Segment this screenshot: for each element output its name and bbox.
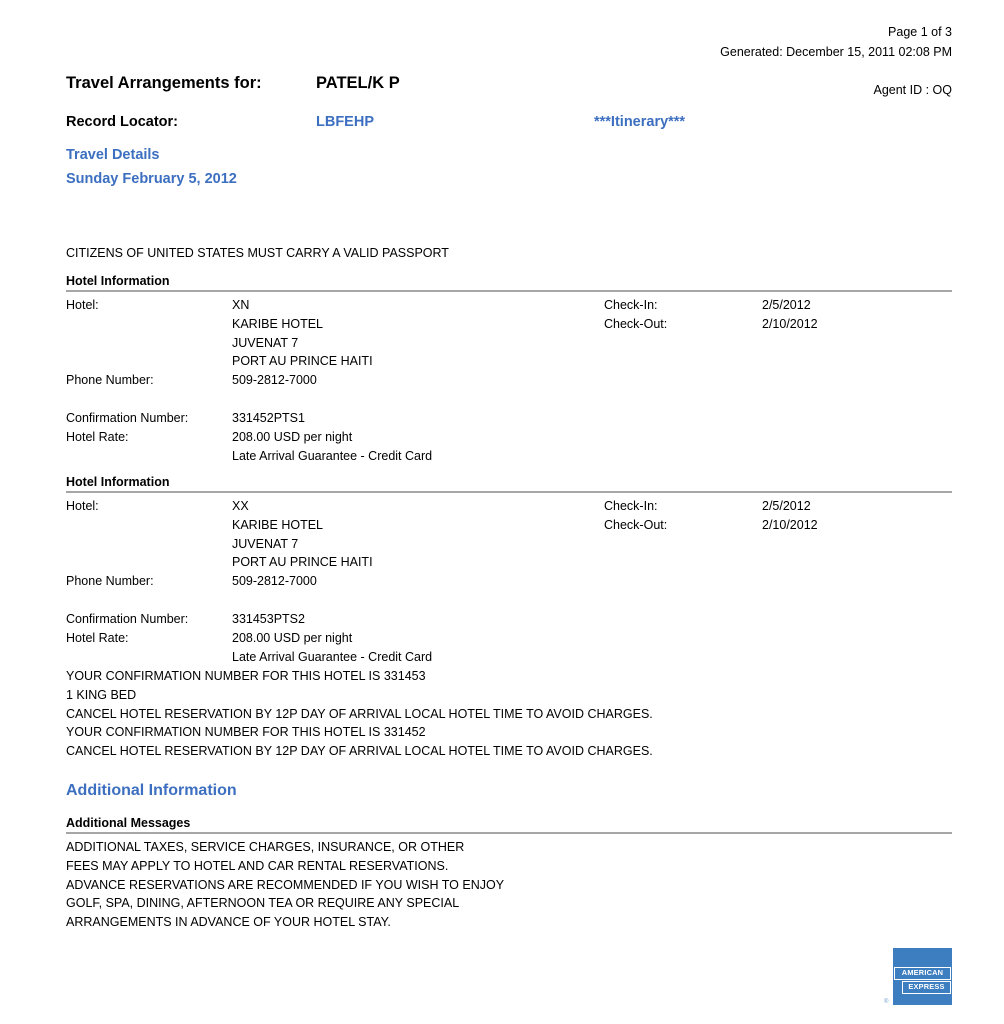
agent-id: Agent ID : OQ	[873, 83, 952, 97]
confirmation-value: 331452PTS1	[232, 410, 305, 425]
additional-messages-title: Additional Messages	[66, 816, 191, 830]
section-divider	[66, 290, 952, 292]
checkout-label: Check-Out:	[604, 316, 668, 331]
hotel-section-1-title: Hotel Information	[66, 274, 170, 288]
table-row	[66, 371, 952, 390]
table-row	[66, 334, 952, 353]
table-row	[66, 352, 952, 371]
table-row	[66, 497, 952, 516]
hotel-section-2	[66, 475, 952, 666]
travel-arrangements-row	[66, 74, 400, 93]
phone-value: 509-2812-7000	[232, 373, 317, 388]
list-item: ADDITIONAL TAXES, SERVICE CHARGES, INSURANCE, OR OTHER	[66, 840, 465, 854]
confirmation-value: 331453PTS2	[232, 611, 305, 626]
american-express-logo	[893, 948, 952, 1005]
empty-label	[66, 516, 232, 535]
checkin-label: Check-In:	[604, 298, 658, 312]
rate-label: Hotel Rate:	[66, 630, 129, 645]
hotel-section-2-title: Hotel Information	[66, 475, 170, 489]
checkout-value: 2/10/2012	[762, 517, 818, 532]
table-row	[66, 648, 952, 667]
travel-arrangements-label: Travel Arrangements for:	[66, 74, 262, 92]
section-divider	[66, 491, 952, 493]
hotel-address: JUVENAT 7	[232, 536, 299, 551]
table-row	[66, 535, 952, 554]
additional-messages-section	[66, 816, 952, 932]
empty-label	[66, 334, 232, 353]
itinerary-marker: ***Itinerary***	[594, 114, 686, 130]
empty-label	[66, 648, 232, 667]
table-row	[66, 516, 952, 535]
page-number: Page 1 of 3	[888, 25, 952, 39]
hotel-label: Hotel:	[66, 499, 99, 513]
hotel-name: KARIBE HOTEL	[232, 316, 323, 331]
table-row	[66, 447, 952, 466]
guarantee-text: Late Arrival Guarantee - Credit Card	[232, 448, 433, 463]
hotel-note-line: CANCEL HOTEL RESERVATION BY 12P DAY OF ARRIVAL LOCAL HOTEL TIME TO AVOID CHARGES.	[66, 706, 653, 721]
empty-label	[66, 352, 232, 371]
hotel-notes	[66, 667, 653, 761]
table-row	[66, 572, 952, 591]
rate-value: 208.00 USD per night	[232, 429, 353, 444]
list-item: GOLF, SPA, DINING, AFTERNOON TEA OR REQUIRE ANY SPECIAL	[66, 896, 460, 911]
hotel-note-line: YOUR CONFIRMATION NUMBER FOR THIS HOTEL IS 331453	[66, 669, 426, 683]
hotel-section-1	[66, 274, 952, 465]
record-locator-label: Record Locator:	[66, 114, 178, 130]
table-row	[66, 315, 952, 334]
travel-details-heading: Travel Details	[66, 147, 160, 163]
table-row	[66, 629, 952, 648]
table-row	[66, 409, 952, 428]
checkin-value: 2/5/2012	[762, 499, 811, 513]
empty-label	[66, 553, 232, 572]
hotel-address: JUVENAT 7	[232, 335, 299, 350]
confirmation-label: Confirmation Number:	[66, 611, 189, 626]
phone-label: Phone Number:	[66, 373, 154, 388]
guarantee-text: Late Arrival Guarantee - Credit Card	[232, 649, 433, 664]
hotel-city: PORT AU PRINCE HAITI	[232, 354, 373, 369]
empty-label	[66, 315, 232, 334]
hotel-2-rows	[66, 497, 952, 666]
additional-messages-list	[66, 838, 952, 932]
passport-notice: CITIZENS OF UNITED STATES MUST CARRY A VALID PASSPORT	[66, 246, 449, 260]
amex-logo-line-2: EXPRESS	[902, 981, 951, 994]
checkout-value: 2/10/2012	[762, 316, 818, 331]
travel-date: Sunday February 5, 2012	[66, 171, 237, 187]
table-row	[66, 610, 952, 629]
document-meta	[720, 22, 952, 100]
checkin-value: 2/5/2012	[762, 298, 811, 312]
checkin-label: Check-In:	[604, 499, 658, 513]
list-item: FEES MAY APPLY TO HOTEL AND CAR RENTAL RESERVATIONS.	[66, 858, 449, 873]
list-item: ARRANGEMENTS IN ADVANCE OF YOUR HOTEL STAY.	[66, 915, 391, 930]
amex-logo-line-1: AMERICAN	[894, 967, 951, 980]
hotel-label: Hotel:	[66, 298, 99, 312]
additional-information-heading: Additional Information	[66, 782, 237, 799]
hotel-name: KARIBE HOTEL	[232, 517, 323, 532]
hotel-code: XX	[232, 499, 249, 513]
table-row	[66, 296, 952, 315]
hotel-city: PORT AU PRINCE HAITI	[232, 555, 373, 570]
section-divider	[66, 832, 952, 834]
hotel-1-rows	[66, 296, 952, 465]
hotel-note-line: CANCEL HOTEL RESERVATION BY 12P DAY OF ARRIVAL LOCAL HOTEL TIME TO AVOID CHARGES.	[66, 744, 653, 759]
row-spacer	[66, 591, 952, 610]
empty-label	[66, 535, 232, 554]
registered-trademark-icon: ®	[884, 999, 889, 1005]
phone-value: 509-2812-7000	[232, 574, 317, 589]
hotel-note-line: 1 KING BED	[66, 687, 137, 702]
checkout-label: Check-Out:	[604, 517, 668, 532]
phone-label: Phone Number:	[66, 574, 154, 589]
confirmation-label: Confirmation Number:	[66, 410, 189, 425]
traveler-name: PATEL/K P	[316, 74, 400, 92]
record-locator-value: LBFEHP	[316, 114, 374, 130]
rate-value: 208.00 USD per night	[232, 630, 353, 645]
empty-label	[66, 447, 232, 466]
hotel-code: XN	[232, 298, 250, 312]
table-row	[66, 553, 952, 572]
row-spacer	[66, 390, 952, 409]
table-row	[66, 428, 952, 447]
rate-label: Hotel Rate:	[66, 429, 129, 444]
hotel-note-line: YOUR CONFIRMATION NUMBER FOR THIS HOTEL IS 331452	[66, 725, 426, 740]
list-item: ADVANCE RESERVATIONS ARE RECOMMENDED IF YOU WISH TO ENJOY	[66, 877, 505, 892]
generated-timestamp: Generated: December 15, 2011 02:08 PM	[720, 45, 952, 59]
record-locator-row	[66, 114, 685, 130]
